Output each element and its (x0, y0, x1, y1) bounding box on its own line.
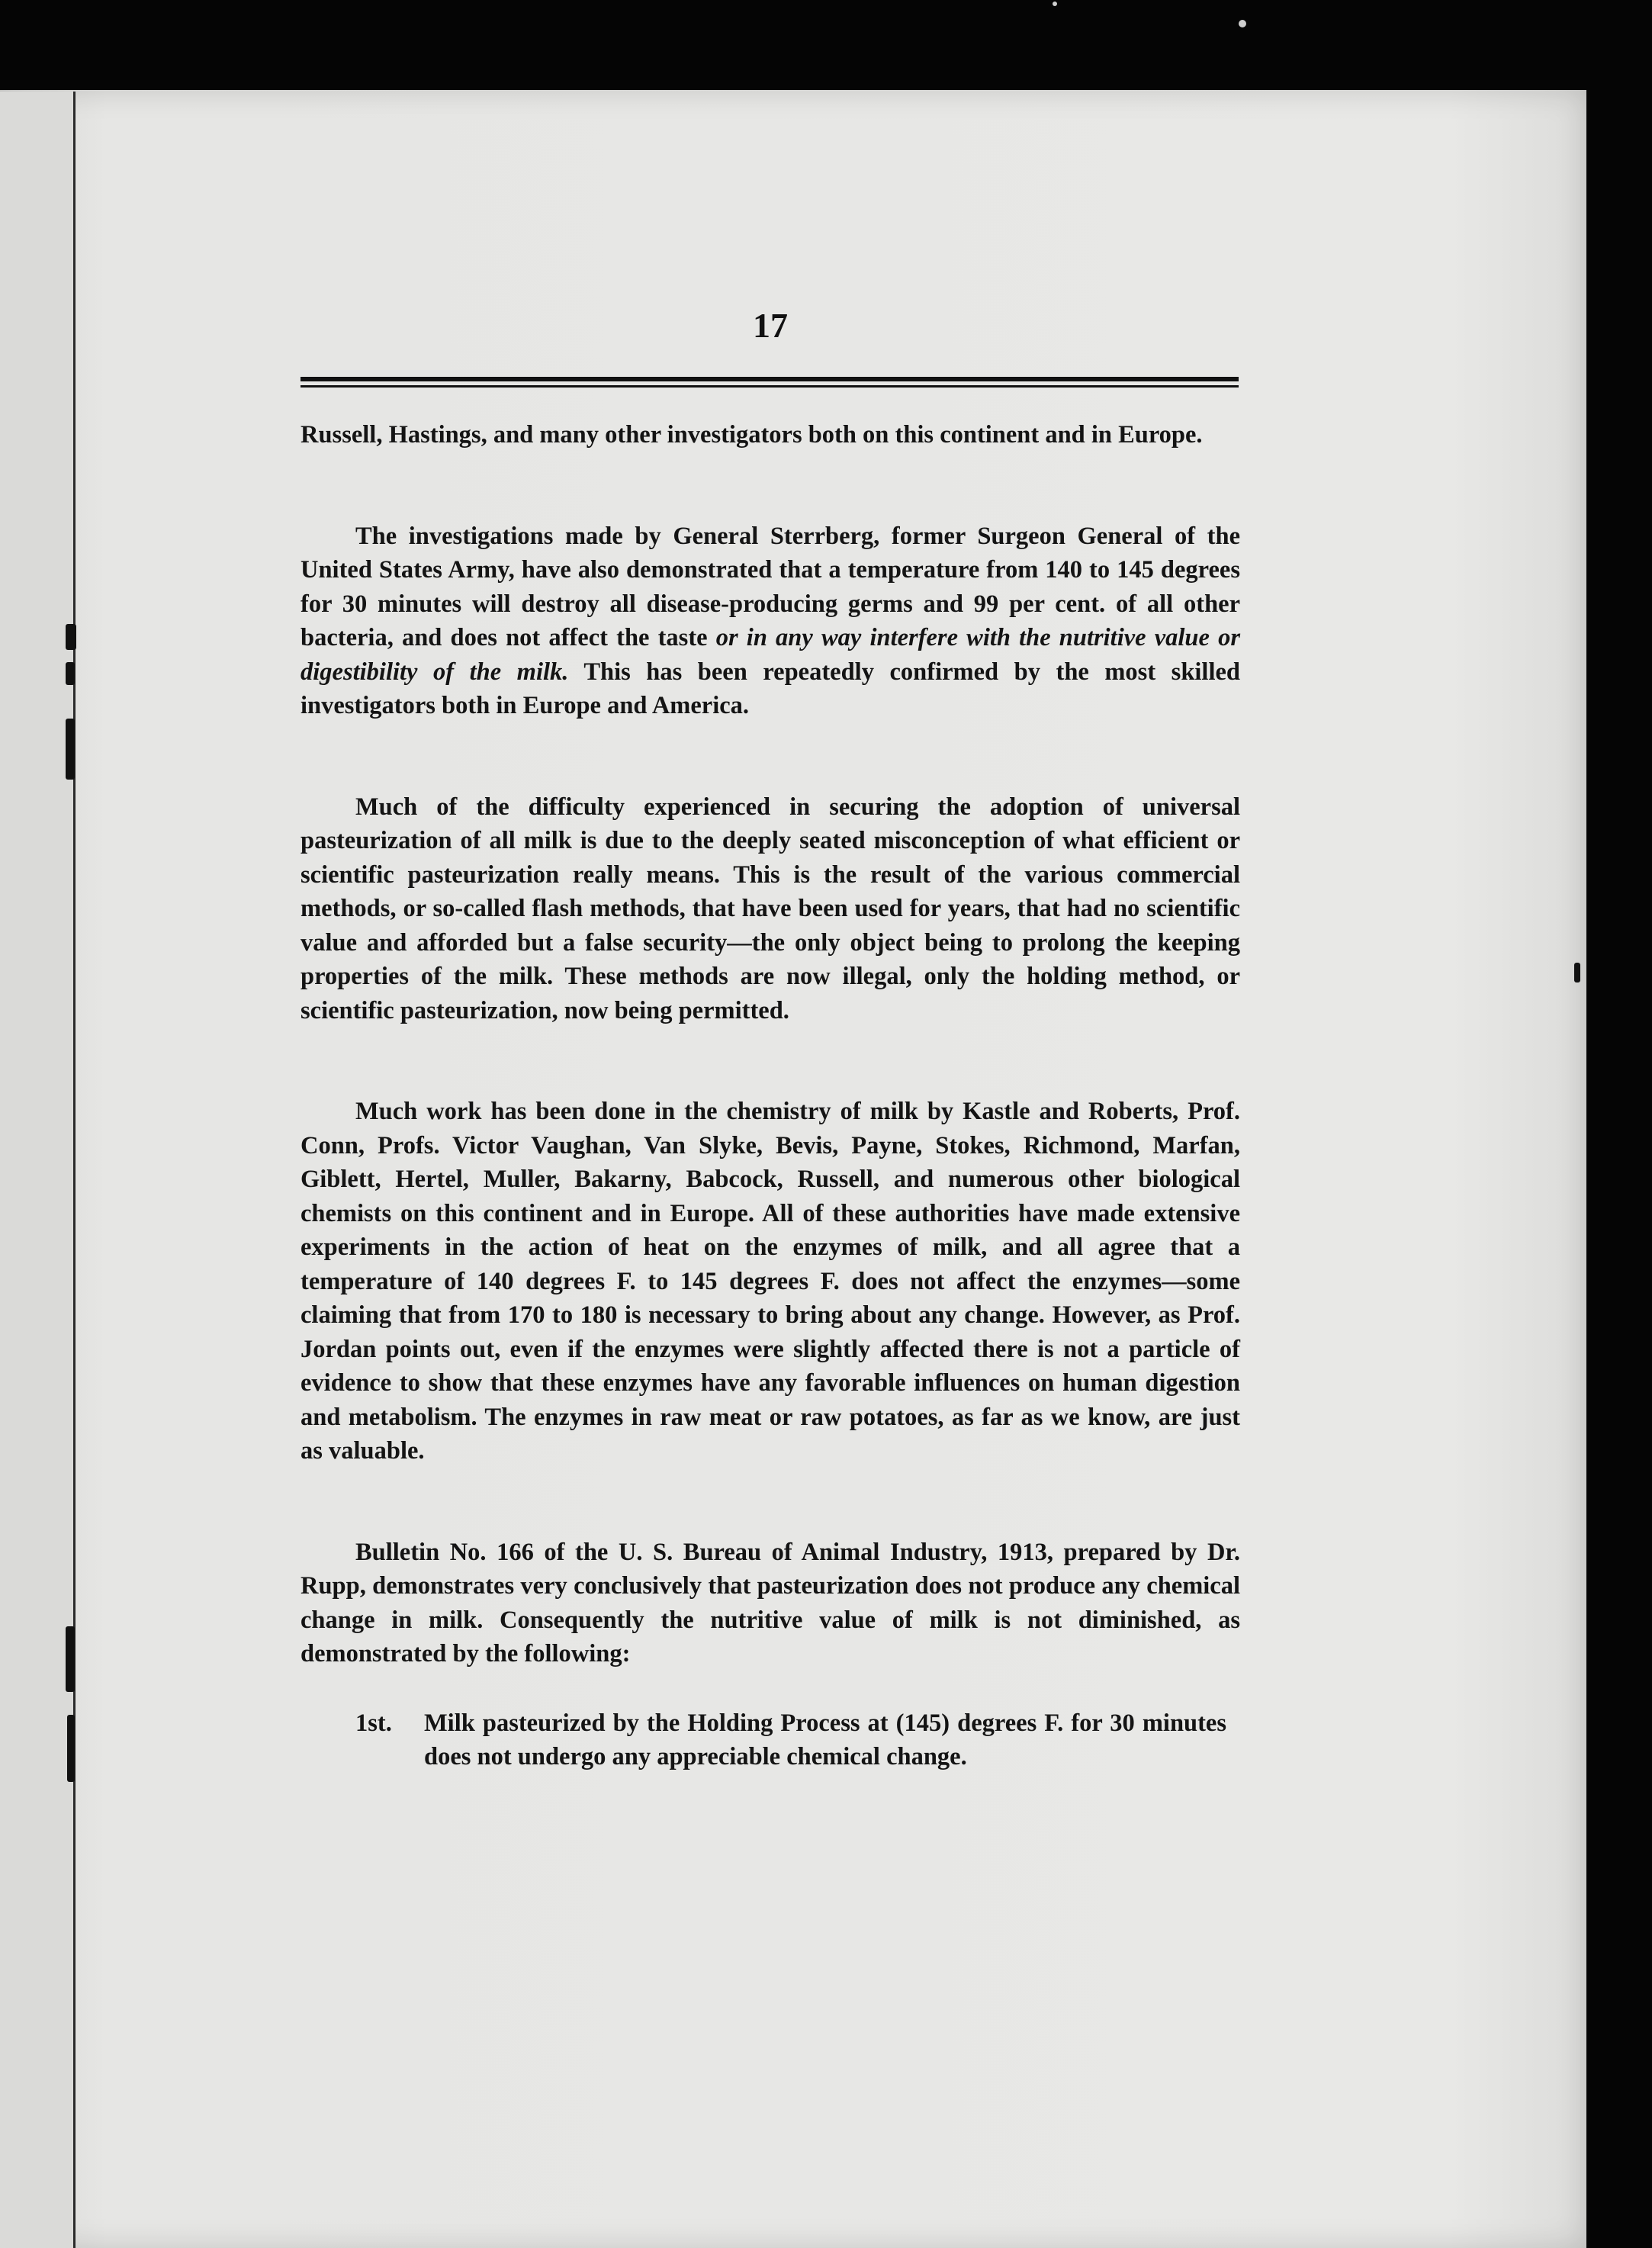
header-rule-thin (301, 385, 1239, 388)
paragraph: Much of the difficulty experienced in securing the adoption of universal pasteurization of all milk is due to the deeply seated misconception of what efficient or scientific pasteurization really means. This is the result of the various commercial methods, or so-called flash methods, that have been used for years, that had no scientific value and afforded but a false security—the only object being to prolong the keeping properties of the milk. These methods are now illegal, only the holding method, or scientific pasteurization, now being permitted. (301, 793, 1240, 1024)
list-marker: 1st. (355, 1709, 392, 1737)
scan-speck (1239, 20, 1246, 27)
page-number: 17 (753, 306, 788, 345)
header-rule (301, 377, 1239, 381)
margin-mark (66, 624, 76, 650)
list-item-text: Milk pasteurized by the Holding Process at (145) degrees F. for 30 minutes does not undergo any appreciable chemical change. (424, 1709, 1226, 1770)
margin-mark (66, 719, 75, 780)
paragraph: Much work has been done in the chemistry of milk by Kastle and Roberts, Prof. Conn, Profs. Victor Vaughan, Van Slyke, Bevis, Payne, Stokes, Richmond, Marfan, Giblett, Hertel, Muller, Bakarny, Babcock, Russell, and numerous other biological chemists on this continent and in Europe. All of these authorities have made extensive experiments in the action of heat on the enzymes of milk, and all agree that a temperature of 140 degrees F. to 145 degrees F. does not affect the enzymes—some claiming that from 170 to 180 is necessary to bring about any change. However, as Prof. Jordan points out, even if the enzymes were slightly affected there is not a particle of evidence to show that these enzymes have any favorable influences on human digestion and metabolism. The enzymes in raw meat or raw potatoes, as far as we know, are just as valuable. (301, 1098, 1240, 1465)
margin-mark (67, 1715, 75, 1782)
margin-mark (66, 662, 75, 685)
italic-emphasis: or in any way interfere with the nutritive value or digestibility of the milk. (301, 624, 1240, 686)
paragraph: Russell, Hastings, and many other investigators both on this continent and in Europe. (301, 421, 1203, 449)
paragraph: Bulletin No. 166 of the U. S. Bureau of Animal Industry, 1913, prepared by Dr. Rupp, demonstrates very conclusively that pasteurization does not produce any chemical change in milk. Consequently the nutritive value of milk is not diminished, as demonstrated by the following: (301, 1538, 1240, 1668)
paragraph (301, 519, 1240, 723)
margin-mark (66, 1626, 75, 1692)
list-item (355, 1706, 1226, 1774)
body-text (301, 418, 1240, 1774)
paragraph-text: The investigations made by General Sterrberg, former Surgeon General of the United States Army, have also demonstrated that a temperature from 140 to 145 degrees for 30 minutes will destroy all disease-producing germs and 99 per cent. of all other bacteria, and does not affect the taste (301, 522, 1240, 651)
scan-speck (1053, 2, 1057, 6)
paragraph-text: This has been repeatedly confirmed by the most skilled investigators both in Europe and America. (301, 658, 1240, 719)
binding-margin (0, 92, 76, 2248)
margin-mark (1574, 963, 1580, 982)
